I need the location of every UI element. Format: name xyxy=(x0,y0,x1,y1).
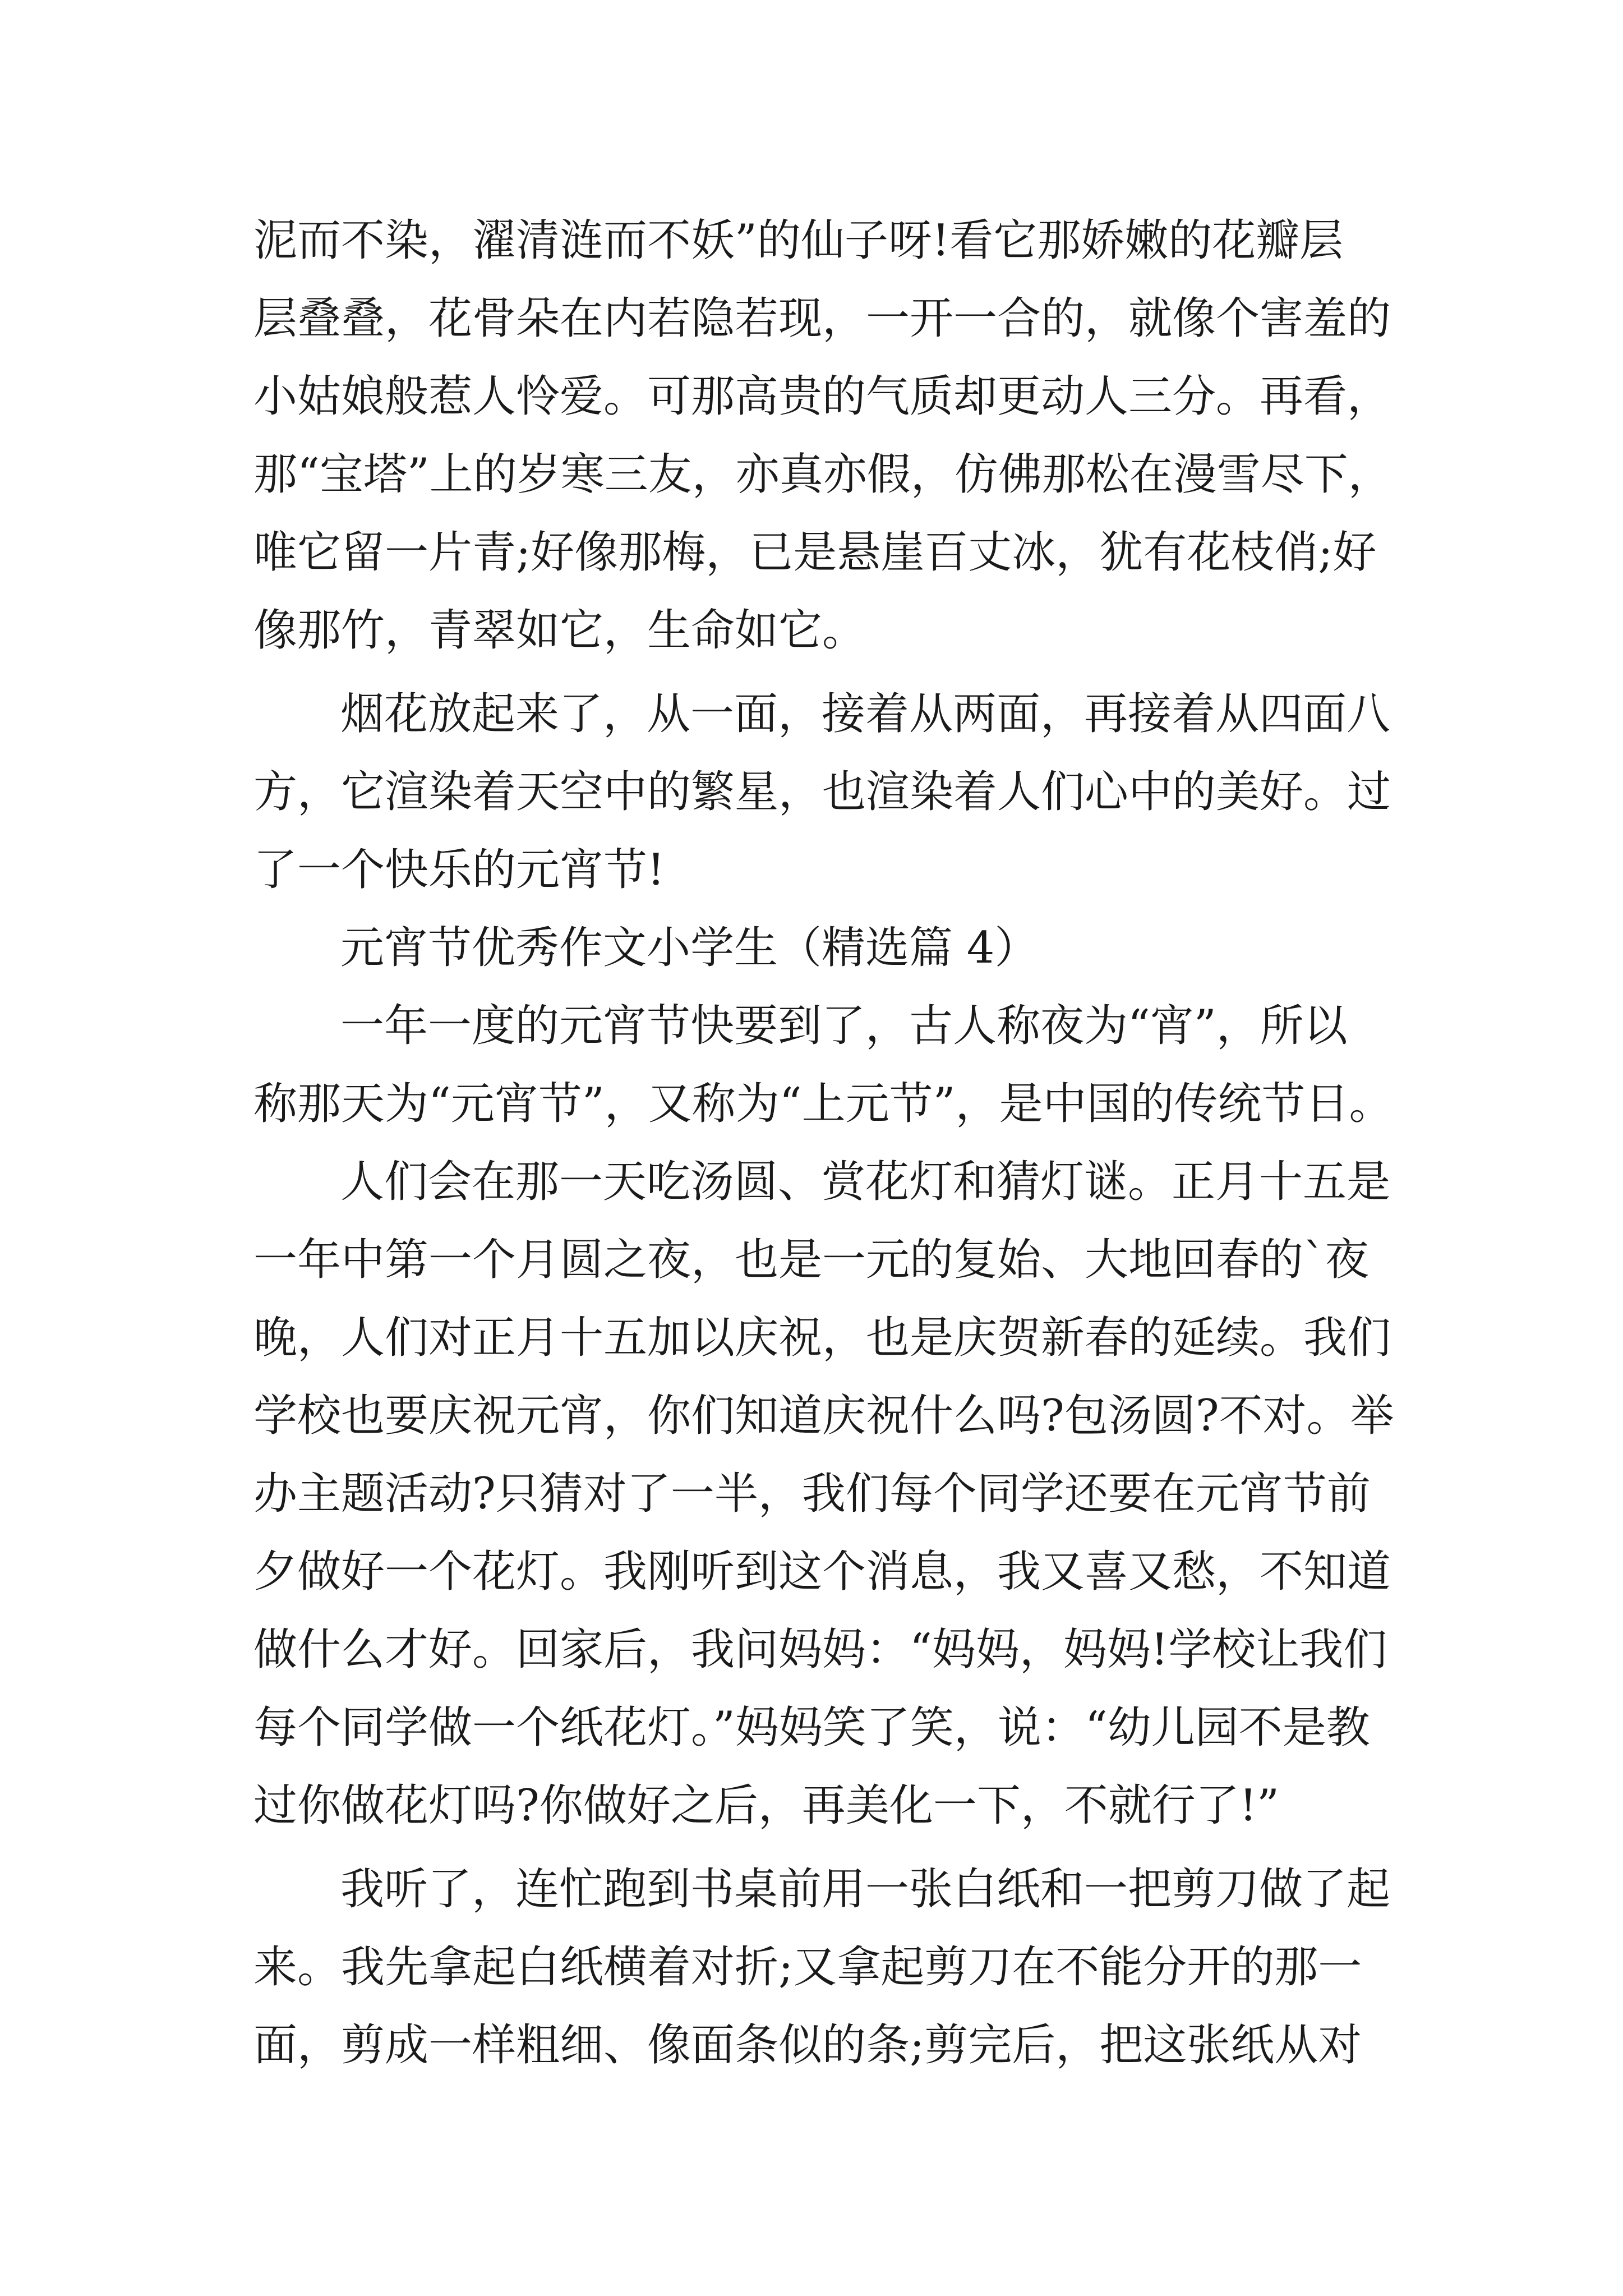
text-line: 一年中第一个月圆之夜，也是一元的复始、大地回春的`夜 xyxy=(253,1235,1370,1285)
text-line: 学校也要庆祝元宵，你们知道庆祝什么吗?包汤圆?不对。举 xyxy=(253,1391,1394,1441)
text-line: 烟花放起来了，从一面，接着从两面，再接着从四面八 xyxy=(340,689,1391,739)
text-line: 一年一度的元宵节快要到了，古人称夜为“宵”，所以 xyxy=(340,1001,1348,1051)
text-line: 称那天为“元宵节”，又称为“上元节”，是中国的传统节日。 xyxy=(253,1079,1393,1129)
text-line: 每个同学做一个纸花灯。”妈妈笑了笑，说：“幼儿园不是教 xyxy=(253,1703,1370,1753)
text-line: 办主题活动?只猜对了一半，我们每个同学还要在元宵节前 xyxy=(253,1469,1371,1519)
text-line: 了一个快乐的元宵节! xyxy=(253,845,665,895)
text-line: 像那竹，青翠如它，生命如它。 xyxy=(253,605,866,656)
text-line: 方，它渲染着天空中的繁星，也渲染着人们心中的美好。过 xyxy=(253,767,1391,817)
text-line: 晚，人们对正月十五加以庆祝，也是庆贺新春的延续。我们 xyxy=(253,1313,1391,1363)
text-line: 层叠叠，花骨朵在内若隐若现，一开一合的，就像个害羞的 xyxy=(253,293,1391,344)
text-line: 唯它留一片青;好像那梅，已是悬崖百丈冰，犹有花枝俏;好 xyxy=(253,527,1377,578)
text-line: 做什么才好。回家后，我问妈妈：“妈妈，妈妈!学校让我们 xyxy=(253,1625,1387,1675)
text-line: 那“宝塔”上的岁寒三友，亦真亦假，仿佛那松在漫雪尽下， xyxy=(253,449,1392,500)
text-line: 人们会在那一天吃汤圆、赏花灯和猜灯谜。正月十五是 xyxy=(340,1157,1391,1207)
text-line: 面，剪成一样粗细、像面条似的条;剪完后，把这张纸从对 xyxy=(253,2020,1362,2070)
text-line: 过你做花灯吗?你做好之后，再美化一下，不就行了!” xyxy=(253,1780,1280,1831)
text-line: 小姑娘般惹人怜爱。可那高贵的气质却更动人三分。再看， xyxy=(253,371,1391,422)
text-line: 夕做好一个花灯。我刚听到这个消息，我又喜又愁，不知道 xyxy=(253,1547,1391,1597)
text-line: 我听了，连忙跑到书桌前用一张白纸和一把剪刀做了起 xyxy=(340,1864,1391,1915)
section-heading: 元宵节优秀作文小学生（精选篇 4） xyxy=(340,923,1039,973)
text-line: 来。我先拿起白纸横着对折;又拿起剪刀在不能分开的那一 xyxy=(253,1942,1362,1993)
text-line: 泥而不染，濯清涟而不妖”的仙子呀!看它那娇嫩的花瓣层 xyxy=(253,215,1344,266)
essay-body xyxy=(253,202,1398,2085)
